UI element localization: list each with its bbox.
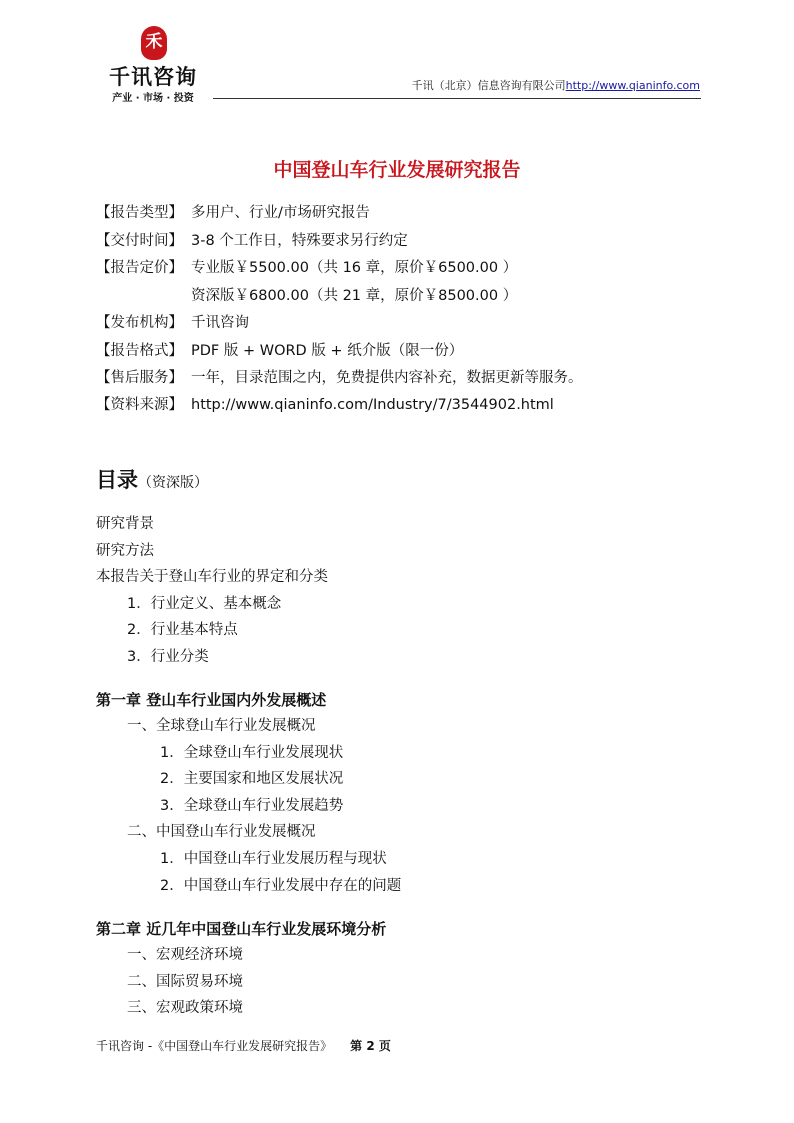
toc-item: 2．行业基本特点 xyxy=(127,622,238,638)
toc-item: 一、宏观经济环境 xyxy=(127,947,243,963)
page-footer xyxy=(96,1038,391,1054)
header-company-info xyxy=(412,79,700,93)
toc-item: 2．中国登山车行业发展中存在的问题 xyxy=(160,878,402,894)
toc-item: 二、国际贸易环境 xyxy=(127,974,243,990)
company-url-link[interactable]: http://www.qianinfo.com xyxy=(565,79,700,92)
info-value: 一年，目录范围之内，免费提供内容补充，数据更新等服务。 xyxy=(191,370,583,386)
toc-chapter: 第二章 近几年中国登山车行业发展环境分析 xyxy=(96,920,387,938)
toc-item: 本报告关于登山车行业的界定和分类 xyxy=(96,569,328,585)
info-value-link[interactable]: http://www.qianinfo.com/Industry/7/3544902.html xyxy=(191,397,554,413)
info-row-service xyxy=(96,368,583,388)
info-label: 【发布机构】 xyxy=(96,315,183,331)
toc-item: 1．行业定义、基本概念 xyxy=(127,596,282,612)
toc-item: 研究背景 xyxy=(96,516,154,532)
info-label: 【报告定价】 xyxy=(96,260,183,276)
info-value: 专业版￥5500.00（共 16 章，原价￥6500.00 ） xyxy=(191,260,518,276)
toc-item: 二、中国登山车行业发展概况 xyxy=(127,824,316,840)
toc-heading xyxy=(96,466,208,497)
toc-title: 目录 xyxy=(96,468,138,492)
toc-title-note: （资深版） xyxy=(138,475,208,491)
info-label: 【资料来源】 xyxy=(96,397,183,413)
logo-tagline: 产业 · 市场 · 投资 xyxy=(112,93,194,104)
company-name: 千讯（北京）信息咨询有限公司 xyxy=(411,79,566,92)
toc-item: 1．全球登山车行业发展现状 xyxy=(160,745,344,761)
info-row-delivery xyxy=(96,231,408,251)
info-value: 千讯咨询 xyxy=(191,315,249,331)
toc-chapter: 第一章 登山车行业国内外发展概述 xyxy=(96,691,327,709)
info-row-price xyxy=(96,258,517,278)
info-value: PDF 版 + WORD 版 + 纸介版（限一份） xyxy=(191,343,464,359)
toc-item: 三、宏观政策环境 xyxy=(127,1000,243,1016)
logo-seal-char: 禾 xyxy=(145,32,163,52)
logo-name: 千讯咨询 xyxy=(109,65,197,89)
footer-page-number: 第 2 页 xyxy=(350,1039,391,1053)
info-row-publisher xyxy=(96,313,249,333)
footer-text: 千讯咨询 -《中国登山车行业发展研究报告》 xyxy=(96,1039,333,1053)
info-row-format xyxy=(96,341,463,361)
info-label: 【报告类型】 xyxy=(96,205,183,221)
page-title: 中国登山车行业发展研究报告 xyxy=(273,159,521,181)
info-label: 【报告格式】 xyxy=(96,343,183,359)
toc-item: 3．行业分类 xyxy=(127,649,209,665)
info-value: 多用户、行业/市场研究报告 xyxy=(191,205,370,221)
toc-item: 研究方法 xyxy=(96,543,154,559)
info-value: 3-8 个工作日，特殊要求另行约定 xyxy=(191,233,408,249)
info-label: 【交付时间】 xyxy=(96,233,183,249)
toc-item: 3．全球登山车行业发展趋势 xyxy=(160,798,344,814)
toc-item: 2．主要国家和地区发展状况 xyxy=(160,771,344,787)
info-row-price-2 xyxy=(191,286,517,306)
header-divider xyxy=(213,98,701,99)
info-value: 资深版￥6800.00（共 21 章，原价￥8500.00 ） xyxy=(191,288,518,304)
toc-item: 一、全球登山车行业发展概况 xyxy=(127,718,316,734)
logo-seal-icon xyxy=(141,26,167,60)
info-row-source xyxy=(96,395,554,415)
info-label: 【售后服务】 xyxy=(96,370,183,386)
info-row-type xyxy=(96,203,370,223)
toc-item: 1．中国登山车行业发展历程与现状 xyxy=(160,851,387,867)
